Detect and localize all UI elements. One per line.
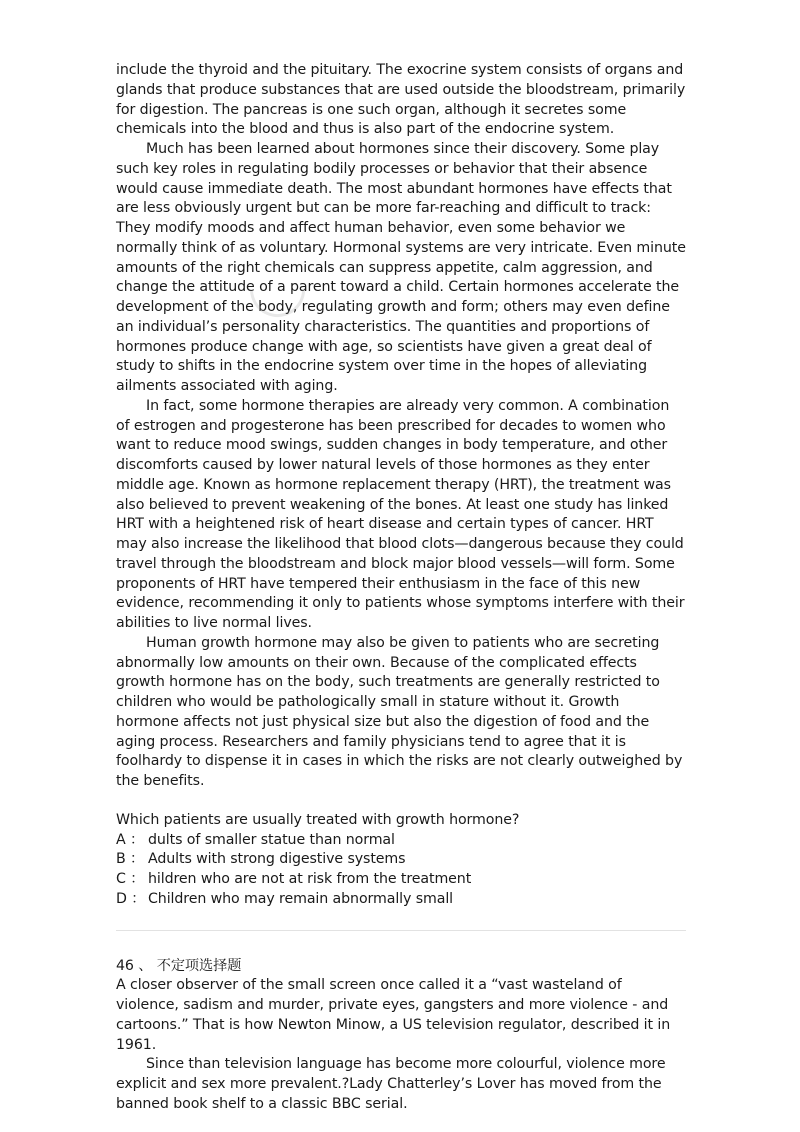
passage-paragraph-4: Human growth hormone may also be given to patients who are secreting abnormally low amounts on their own. Because of the complicated effects growth hormone has on the body, such treatments are generally restricted to children who would be pathologically small in stature without it. Growth hormone affects not just physical size but also the digestion of food and the aging process. Researchers and family physicians tend to agree that it is foolhardy to dispense it in cases in which the risks are not clearly outweighed by the benefits.	[116, 634, 683, 789]
option-text: dults of smaller statue than normal	[148, 831, 395, 848]
spacer	[116, 792, 686, 811]
section-divider	[116, 930, 686, 931]
question-number-label: 46 、 不定项选择题	[116, 957, 242, 974]
option-letter: A ：	[116, 831, 145, 848]
option-text: hildren who are not at risk from the treatment	[148, 871, 472, 887]
document-page	[116, 61, 686, 1115]
option-text: Children who may remain abnormally small	[148, 890, 454, 907]
option-d[interactable]	[116, 890, 686, 910]
option-letter: D ：	[116, 890, 146, 907]
next-passage-paragraph-2: Since than television language has become more colourful, violence more explicit and sex more prevalent.?Lady Chatterley’s Lover has moved from the banned book shelf to a classic BBC serial.	[116, 1056, 666, 1112]
option-c[interactable]	[116, 870, 686, 890]
option-letter: C ：	[116, 871, 145, 887]
option-letter: B ：	[116, 851, 145, 868]
passage-paragraph-3: In fact, some hormone therapies are already very common. A combination of estrogen and progesterone has been prescribed for decades to women who want to reduce mood swings, sudden changes in body temperature, and other discomforts caused by lower natural levels of those hormones as they enter middle age. Known as hormone replacement therapy (HRT), the treatment was also believed to prevent weakening of the bones. At least one study has linked HRT with a heightened risk of heart disease and certain types of cancer. HRT may also increase the likelihood that blood clots—dangerous because they could travel through the bloodstream and block major blood vessels—will form. Some proponents of HRT have tempered their enthusiasm in the face of this new evidence, recommending it only to patients whose symptoms interfere with their abilities to live normal lives.	[116, 397, 685, 631]
passage-paragraph-2: Much has been learned about hormones since their discovery. Some play such key roles in regulating bodily processes or behavior that their absence would cause immediate death. The most abundant hormones have effects that are less obviously urgent but can be more far-reaching and difficult to track: They modify moods and affect human behavior, even some behavior we normally think of as voluntary. Hormonal systems are very intricate. Even minute amounts of the right chemicals can suppress appetite, calm aggression, and change the attitude of a parent toward a child. Certain hormones accelerate the development of the body, regulating growth and form; others may even define an individual’s personality characteristics. The quantities and proportions of hormones produce change with age, so scientists have given a great deal of study to shifts in the endocrine system over time in the hopes of alleviating ailments associated with aging.	[116, 141, 686, 394]
question-prompt: Which patients are usually treated with growth hormone?	[116, 811, 520, 828]
next-passage-paragraph-1: A closer observer of the small screen once called it a “vast wasteland of violence, sadism and murder, private eyes, gangsters and more violence - and cartoons.” That is how Newton Minow, a US television regulator, described it in 1961.	[116, 977, 671, 1053]
answer-options	[116, 831, 686, 910]
option-text: Adults with strong digestive systems	[148, 851, 406, 868]
option-a[interactable]	[116, 831, 686, 851]
passage-paragraph-1: include the thyroid and the pituitary. The exocrine system consists of organs and glands that produce substances that are used outside the bloodstream, primarily for digestion. The pancreas is one such organ, although it secretes some chemicals into the blood and thus is also part of the endocrine system.	[116, 62, 686, 138]
option-b[interactable]	[116, 850, 686, 870]
